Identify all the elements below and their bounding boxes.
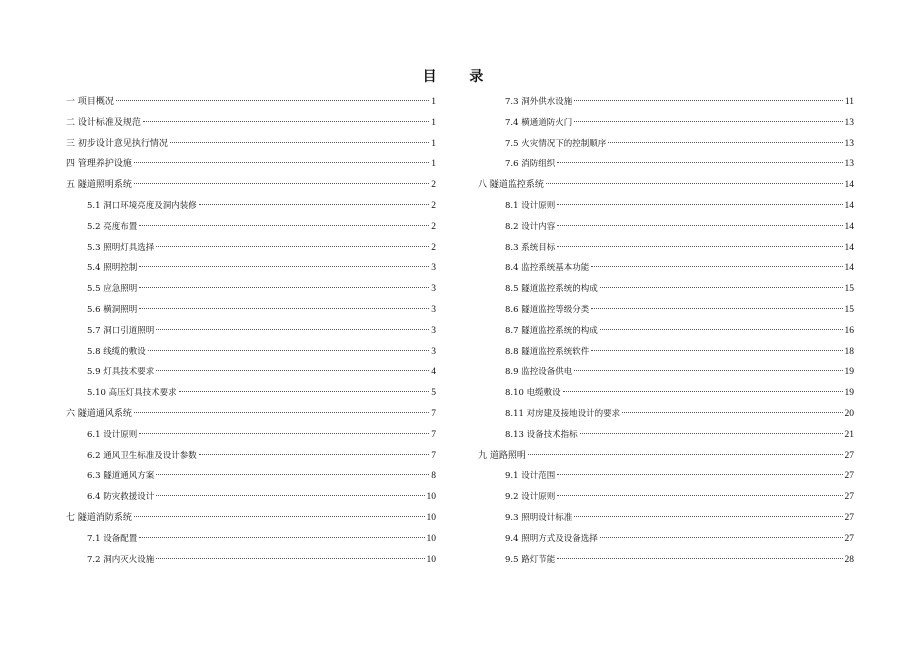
- toc-page-number: 1: [431, 159, 436, 170]
- toc-entry-label: 6.3 隧道通风方案: [87, 471, 155, 482]
- toc-chapter-entry[interactable]: [66, 134, 436, 155]
- toc-leader-dots: [143, 120, 429, 122]
- toc-entry-label: 7.1 设备配置: [87, 533, 138, 544]
- toc-leader-dots: [528, 453, 843, 455]
- toc-entry-label: 5.7 洞口引道照明: [87, 325, 155, 336]
- toc-entry-label: 5.8 线缆的敷设: [87, 346, 146, 357]
- toc-page-number: 27: [844, 471, 854, 482]
- toc-page-number: 3: [431, 325, 436, 336]
- toc-section-entry[interactable]: [66, 279, 436, 300]
- toc-leader-dots: [600, 286, 843, 288]
- toc-entry-label: 9.4 照明方式及设备选择: [505, 533, 598, 544]
- toc-leader-dots: [557, 473, 842, 475]
- toc-entry-label: 8.13 设备技术指标: [505, 429, 578, 440]
- toc-section-entry[interactable]: [478, 196, 854, 217]
- toc-leader-dots: [608, 141, 842, 143]
- toc-page-number: 7: [431, 450, 436, 461]
- toc-page-number: 13: [844, 159, 854, 170]
- toc-entry-label: 5.1 洞口环境亮度及洞内装修: [87, 200, 197, 211]
- toc-entry-label: 5.3 照明灯具选择: [87, 242, 155, 253]
- toc-page-number: 2: [431, 200, 436, 211]
- toc-page-number: 3: [431, 284, 436, 295]
- toc-leader-dots: [139, 432, 429, 434]
- toc-leader-dots: [574, 515, 842, 517]
- toc-page-number: 20: [844, 408, 854, 419]
- toc-leader-dots: [199, 203, 430, 205]
- toc-leader-dots: [148, 349, 430, 351]
- toc-entry-label: 6.4 防灾救援设计: [87, 492, 155, 503]
- toc-entry-label: 9.3 照明设计标准: [505, 512, 573, 523]
- toc-entry-label: 九 道路照明: [478, 450, 526, 461]
- toc-entry-label: 8.3 系统目标: [505, 242, 556, 253]
- toc-entry-label: 6.2 通风卫生标准及设计参数: [87, 450, 197, 461]
- toc-leader-dots: [134, 515, 425, 517]
- toc-leader-dots: [622, 411, 842, 413]
- toc-entry-label: 8.4 监控系统基本功能: [505, 263, 590, 274]
- toc-section-entry[interactable]: [66, 238, 436, 259]
- toc-page-number: 27: [844, 533, 854, 544]
- toc-section-entry[interactable]: [478, 487, 854, 508]
- toc-leader-dots: [591, 349, 842, 351]
- toc-page-number: 18: [844, 346, 854, 357]
- toc-page-number: 2: [431, 180, 436, 191]
- toc-leader-dots: [199, 453, 430, 455]
- toc-section-entry[interactable]: [66, 487, 436, 508]
- toc-entry-label: 8.1 设计原则: [505, 200, 556, 211]
- toc-leader-dots: [139, 224, 429, 226]
- toc-leader-dots: [557, 203, 842, 205]
- toc-leader-dots: [574, 120, 842, 122]
- toc-chapter-entry[interactable]: [66, 404, 436, 425]
- toc-page-number: 3: [431, 263, 436, 274]
- toc-page-number: 28: [844, 554, 854, 565]
- toc-section-entry[interactable]: [66, 446, 436, 467]
- toc-section-entry[interactable]: [66, 342, 436, 363]
- toc-entry-label: 六 隧道通风系统: [66, 408, 132, 419]
- toc-chapter-entry[interactable]: [66, 154, 436, 175]
- toc-section-entry[interactable]: [478, 466, 854, 487]
- toc-leader-dots: [591, 307, 842, 309]
- toc-section-entry[interactable]: [478, 425, 854, 446]
- toc-section-entry[interactable]: [478, 113, 854, 134]
- toc-section-entry[interactable]: [478, 383, 854, 404]
- toc-page-number: 15: [844, 284, 854, 295]
- toc-chapter-entry[interactable]: [66, 92, 436, 113]
- toc-page-number: 3: [431, 346, 436, 357]
- toc-entry-label: 一 项目概况: [66, 97, 114, 107]
- toc-section-entry[interactable]: [66, 529, 436, 550]
- toc-section-entry[interactable]: [66, 300, 436, 321]
- toc-page-number: 7: [431, 429, 436, 440]
- toc-page-number: 8: [431, 471, 436, 482]
- toc-section-entry[interactable]: [66, 550, 436, 571]
- toc-leader-dots: [557, 494, 842, 496]
- toc-page-number: 1: [431, 97, 436, 107]
- toc-page-number: 1: [431, 138, 436, 149]
- toc-page-number: 21: [844, 429, 854, 440]
- toc-page-number: 13: [844, 138, 854, 149]
- toc-page-number: 10: [426, 533, 436, 544]
- toc-leader-dots: [134, 411, 429, 413]
- toc-leader-dots: [156, 494, 424, 496]
- toc-entry-label: 6.1 设计原则: [87, 429, 138, 440]
- toc-leader-dots: [170, 141, 429, 143]
- toc-section-entry[interactable]: [66, 196, 436, 217]
- toc-page-number: 3: [431, 304, 436, 315]
- toc-page-number: 13: [844, 117, 854, 128]
- toc-leader-dots: [139, 286, 429, 288]
- toc-entry-label: 9.5 路灯节能: [505, 554, 556, 565]
- toc-entry-label: 四 管理养护设施: [66, 159, 132, 170]
- toc-leader-dots: [156, 557, 424, 559]
- toc-leader-dots: [156, 245, 429, 247]
- toc-page-number: 19: [844, 367, 854, 378]
- toc-page-number: 14: [844, 263, 854, 274]
- toc-title: 目 录: [422, 69, 498, 85]
- toc-entry-label: 8.8 隧道监控系统软件: [505, 346, 590, 357]
- toc-section-entry[interactable]: [478, 217, 854, 238]
- toc-page-number: 10: [426, 492, 436, 503]
- toc-entry-label: 8.5 隧道监控系统的构成: [505, 284, 598, 295]
- toc-section-entry[interactable]: [478, 529, 854, 550]
- toc-entry-label: 7.4 横通道防火门: [505, 117, 573, 128]
- toc-entry-label: 八 隧道监控系统: [478, 180, 544, 191]
- toc-leader-dots: [574, 369, 842, 371]
- toc-entry-label: 5.10 高压灯具技术要求: [87, 388, 177, 399]
- toc-page-number: 5: [431, 388, 436, 399]
- toc-entry-label: 8.2 设计内容: [505, 221, 556, 232]
- toc-section-entry[interactable]: [66, 217, 436, 238]
- toc-section-entry[interactable]: [478, 550, 854, 571]
- toc-page-number: 14: [844, 180, 854, 191]
- toc-section-entry[interactable]: [66, 466, 436, 487]
- toc-chapter-entry[interactable]: [66, 175, 436, 196]
- toc-section-entry[interactable]: [66, 383, 436, 404]
- toc-section-entry[interactable]: [66, 362, 436, 383]
- toc-leader-dots: [600, 536, 843, 538]
- toc-page-number: 15: [844, 304, 854, 315]
- toc-entry-label: 7.2 洞内灭火设施: [87, 554, 155, 565]
- toc-section-entry[interactable]: [478, 342, 854, 363]
- toc-entry-label: 9.1 设计范围: [505, 471, 556, 482]
- toc-leader-dots: [156, 473, 429, 475]
- toc-page-number: 10: [426, 554, 436, 565]
- toc-chapter-entry[interactable]: [478, 175, 854, 196]
- toc-chapter-entry[interactable]: [478, 446, 854, 467]
- toc-left-column: [66, 92, 436, 570]
- toc-page-number: 7: [431, 408, 436, 419]
- toc-section-entry[interactable]: [478, 362, 854, 383]
- toc-page-number: 4: [431, 367, 436, 378]
- toc-entry-label: 5.6 横洞照明: [87, 304, 138, 315]
- toc-page-number: 2: [431, 221, 436, 232]
- toc-leader-dots: [179, 390, 430, 392]
- toc-leader-dots: [139, 265, 429, 267]
- toc-page-number: 27: [844, 512, 854, 523]
- toc-leader-dots: [116, 99, 429, 101]
- toc-leader-dots: [591, 265, 842, 267]
- toc-entry-label: 5.9 灯具技术要求: [87, 367, 155, 378]
- toc-section-entry[interactable]: [478, 258, 854, 279]
- toc-page-number: 11: [844, 97, 854, 107]
- toc-leader-dots: [134, 161, 429, 163]
- toc-page-number: 10: [426, 512, 436, 523]
- toc-leader-dots: [557, 161, 842, 163]
- toc-page-number: 2: [431, 242, 436, 253]
- toc-page-number: 1: [431, 117, 436, 128]
- toc-page-number: 14: [844, 242, 854, 253]
- toc-section-entry[interactable]: [66, 321, 436, 342]
- toc-leader-dots: [139, 307, 429, 309]
- toc-leader-dots: [563, 390, 843, 392]
- toc-right-column: [478, 92, 854, 570]
- toc-entry-label: 5.2 亮度布置: [87, 221, 138, 232]
- toc-leader-dots: [580, 432, 843, 434]
- toc-leader-dots: [156, 369, 429, 371]
- toc-entry-label: 8.10 电缆敷设: [505, 388, 561, 399]
- toc-chapter-entry[interactable]: [66, 508, 436, 529]
- toc-page-number: 14: [844, 221, 854, 232]
- toc-section-entry[interactable]: [478, 92, 854, 113]
- toc-entry-label: 5.4 照明控制: [87, 263, 138, 274]
- toc-chapter-entry[interactable]: [66, 113, 436, 134]
- toc-entry-label: 7.5 火灾情况下的控制顺序: [505, 138, 607, 149]
- toc-leader-dots: [546, 182, 843, 184]
- toc-section-entry[interactable]: [478, 300, 854, 321]
- toc-entry-label: 8.9 监控设备供电: [505, 367, 573, 378]
- toc-section-entry[interactable]: [66, 425, 436, 446]
- toc-page-number: 16: [844, 325, 854, 336]
- toc-entry-label: 8.7 隧道监控系统的构成: [505, 325, 598, 336]
- toc-entry-label: 二 设计标准及规范: [66, 117, 141, 128]
- toc-section-entry[interactable]: [478, 279, 854, 300]
- toc-leader-dots: [139, 536, 424, 538]
- toc-section-entry[interactable]: [478, 508, 854, 529]
- toc-entry-label: 三 初步设计意见执行情况: [66, 138, 168, 149]
- toc-entry-label: 七 隧道消防系统: [66, 512, 132, 523]
- toc-page-number: 14: [844, 200, 854, 211]
- toc-entry-label: 9.2 设计原则: [505, 492, 556, 503]
- toc-entry-label: 5.5 应急照明: [87, 284, 138, 295]
- toc-section-entry[interactable]: [478, 134, 854, 155]
- toc-entry-label: 8.6 隧道监控等级分类: [505, 304, 590, 315]
- toc-page-number: 27: [844, 450, 854, 461]
- toc-entry-label: 7.6 消防组织: [505, 159, 556, 170]
- toc-leader-dots: [557, 245, 842, 247]
- toc-section-entry[interactable]: [478, 238, 854, 259]
- toc-section-entry[interactable]: [478, 154, 854, 175]
- toc-leader-dots: [557, 557, 842, 559]
- toc-entry-label: 8.11 对房建及接地设计的要求: [505, 408, 621, 419]
- toc-page-number: 27: [844, 492, 854, 503]
- toc-section-entry[interactable]: [66, 258, 436, 279]
- toc-page-number: 19: [844, 388, 854, 399]
- toc-entry-label: 7.3 洞外供水设施: [505, 97, 573, 107]
- toc-section-entry[interactable]: [478, 404, 854, 425]
- toc-leader-dots: [574, 99, 843, 101]
- toc-leader-dots: [156, 328, 429, 330]
- toc-section-entry[interactable]: [478, 321, 854, 342]
- toc-leader-dots: [557, 224, 842, 226]
- toc-entry-label: 五 隧道照明系统: [66, 180, 132, 191]
- toc-leader-dots: [600, 328, 843, 330]
- toc-leader-dots: [134, 182, 429, 184]
